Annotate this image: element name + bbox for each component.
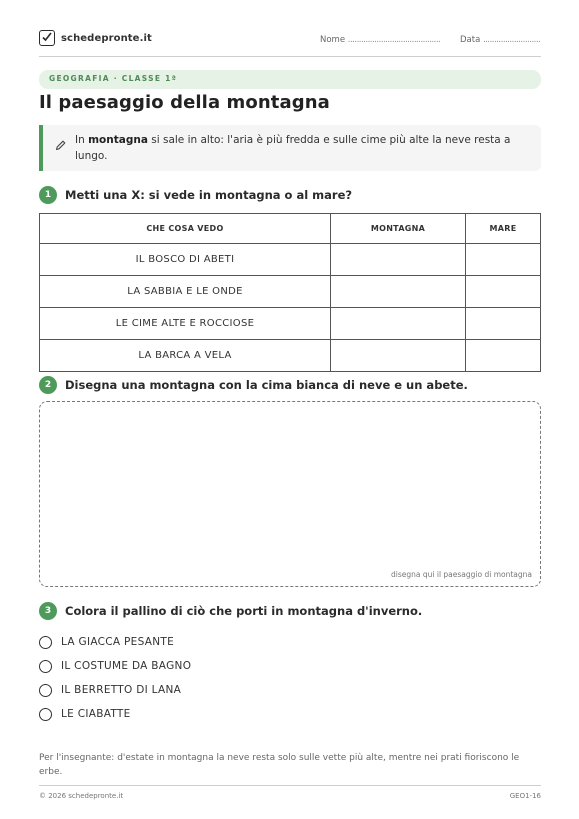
intro-bold: montagna	[88, 134, 148, 146]
worksheet-page	[39, 0, 541, 819]
table-cell-mare[interactable]	[466, 308, 541, 340]
table-cell-item: IL BOSCO DI ABETI	[40, 244, 331, 276]
page-title: Il paesaggio della montagna	[39, 92, 330, 113]
subject-pill	[39, 70, 541, 89]
column-header: CHE COSA VEDO	[40, 214, 331, 244]
intro-rest: si sale in alto: l'aria è più fredda e sulle cime più alte la neve resta a lungo.	[75, 134, 511, 162]
page-header	[39, 28, 541, 57]
table-cell-item: LA SABBIA E LE ONDE	[40, 276, 331, 308]
table-cell-item: LE CIME ALTE E ROCCIOSE	[40, 308, 331, 340]
table-cell-mare[interactable]	[466, 340, 541, 372]
table-cell-montagna[interactable]	[331, 244, 466, 276]
copyright: © 2026 schedepronte.it	[39, 792, 124, 800]
page-footer	[39, 785, 541, 800]
option-label: LE CIABATTE	[61, 708, 131, 720]
question-number: 2	[39, 376, 57, 394]
column-header: MONTAGNA	[331, 214, 466, 244]
option-circle[interactable]	[39, 708, 52, 721]
worksheet-code: GEO1-16	[509, 792, 541, 800]
intro-prefix: In	[75, 134, 89, 146]
table-cell-mare[interactable]	[466, 244, 541, 276]
checkbox-logo-icon	[39, 30, 55, 46]
option-circle[interactable]	[39, 636, 52, 649]
table-row	[40, 340, 541, 372]
question-3-heading	[39, 602, 422, 620]
date-dots: ..........................	[483, 35, 541, 45]
table-cell-mare[interactable]	[466, 276, 541, 308]
sorting-table	[39, 213, 541, 372]
name-label: Nome	[320, 35, 346, 45]
date-label: Data	[460, 35, 481, 45]
table-cell-montagna[interactable]	[331, 308, 466, 340]
table-cell-montagna[interactable]	[331, 276, 466, 308]
question-number: 1	[39, 186, 57, 204]
question-number: 3	[39, 602, 57, 620]
pencil-icon	[55, 136, 66, 155]
date-field[interactable]	[460, 35, 540, 45]
option-circle[interactable]	[39, 660, 52, 673]
intro-note	[39, 125, 541, 171]
table-header-row	[40, 214, 541, 244]
intro-text	[75, 132, 515, 164]
question-text: Colora il pallino di ciò che porti in montagna d'inverno.	[65, 604, 423, 618]
name-field[interactable]	[320, 35, 440, 45]
name-dots: ..........................................	[347, 35, 441, 45]
option-circle[interactable]	[39, 684, 52, 697]
subject-label: GEOGRAFIA · CLASSE 1ª	[49, 74, 178, 83]
question-1-heading	[39, 186, 352, 204]
column-header: MARE	[466, 214, 541, 244]
drawing-hint: disegna qui il paesaggio di montagna	[391, 570, 532, 579]
table-cell-montagna[interactable]	[331, 340, 466, 372]
options-list	[39, 630, 191, 726]
question-text: Disegna una montagna con la cima bianca di neve e un abete.	[65, 378, 468, 392]
option-label: IL COSTUME DA BAGNO	[61, 660, 192, 672]
option-label: LA GIACCA PESANTE	[61, 636, 175, 648]
brand	[39, 30, 152, 46]
table-row	[40, 276, 541, 308]
brand-name: schedepronte.it	[61, 32, 152, 44]
table-cell-item: LA BARCA A VELA	[40, 340, 331, 372]
table-row	[40, 244, 541, 276]
question-text: Metti una X: si vede in montagna o al mare?	[65, 188, 353, 202]
list-item	[39, 702, 191, 726]
list-item	[39, 630, 191, 654]
table-row	[40, 308, 541, 340]
question-2-heading	[39, 376, 468, 394]
drawing-area[interactable]	[39, 401, 541, 587]
list-item	[39, 678, 191, 702]
option-label: IL BERRETTO DI LANA	[61, 684, 182, 696]
teacher-note: Per l'insegnante: d'estate in montagna la neve resta solo sulle vette più alte, mentre nei prati fioriscono le erbe.	[39, 753, 520, 777]
list-item	[39, 654, 191, 678]
